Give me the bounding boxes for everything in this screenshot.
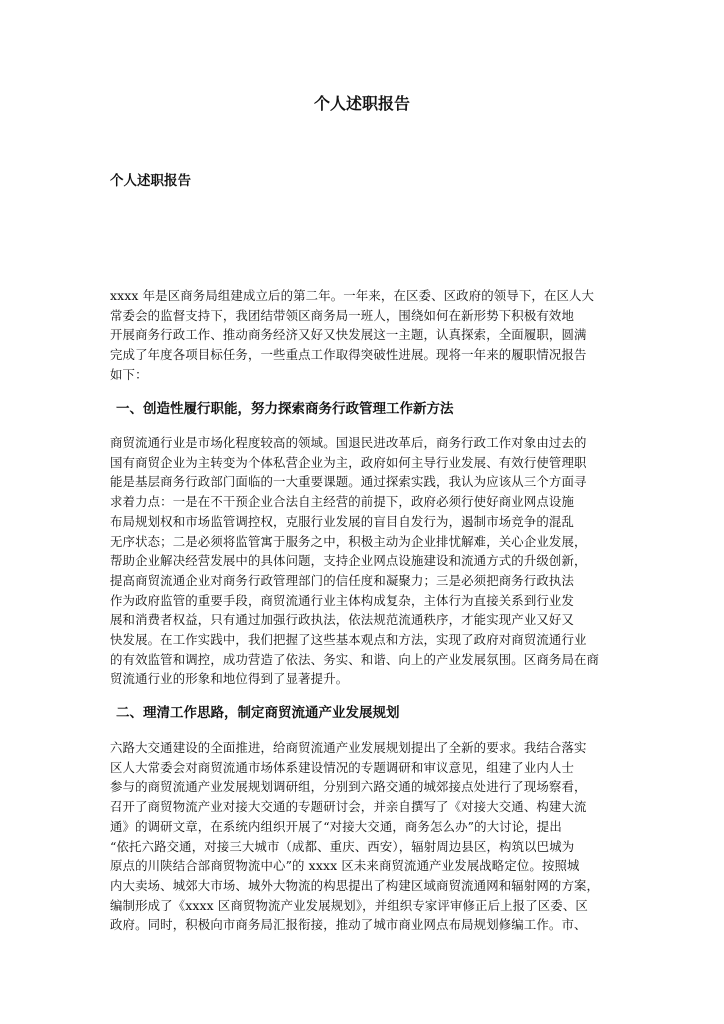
text-line: 布局规划权和市场监管调控权，克服行业发展的盲目自发行为，遏制市场竞争的混乱 [110, 513, 575, 529]
text-line: 六路大交通建设的全面推进，给商贸流通产业发展规划提出了全新的要求。我结合落实 [110, 740, 587, 755]
text-line: 参与的商贸流通产业发展规划调研组，分别到六路交通的城郊接点处进行了现场察看， [110, 779, 587, 795]
text-line: 开展商务行政工作、推动商务经济又好又快发展这一主题，认真探索，全面履职，圆满 [110, 327, 587, 343]
text-line: 如下： [110, 366, 148, 382]
text-line: 无序状态；二是必须将监管寓于服务之中，积极主动为企业排忧解难，关心企业发展， [110, 533, 587, 549]
text-line: “依托六路交通，对接三大城市（成都、重庆、西安），辐射周边县区，构筑以巴城为 [110, 838, 575, 854]
text-line: 作为政府监管的重要手段，商贸流通行业主体构成复杂，主体行为直接关系到行业发 [110, 592, 575, 608]
section-2-paragraph [110, 738, 620, 935]
section-heading-2: 二、理清工作思路，制定商贸流通产业发展规划 [116, 705, 400, 721]
text-line: 完成了年度各项目标任务，一些重点工作取得突破性进展。现将一年来的履职情况报告 [110, 347, 587, 363]
text-line: 通》的调研文章，在系统内组织开展了“对接大交通，商务怎么办”的大讨论，提出 [110, 818, 562, 834]
text-line: 区人大常委会对商贸流通市场体系建设情况的专题调研和审议意见，组建了业内人士 [110, 759, 575, 775]
text-line: 的有效监管和调控，成功营造了依法、务实、和谐、向上的产业发展氛围。区商务局在商 [110, 651, 600, 667]
text-line: xxxx 年是区商务局组建成立后的第二年。一年来，在区委、区政府的领导下，在区人大 [110, 288, 595, 303]
text-line: 展和消费者权益，只有通过加强行政执法，依法规范流通秩序，才能实现产业又好又 [110, 612, 575, 628]
text-line: 原点的川陕结合部商贸物流中心”的 xxxx 区未来商贸流通产业发展战略定位。按照城 [110, 858, 580, 874]
text-line: 召开了商贸物流产业对接大交通的专题研讨会，并亲自撰写了《对接大交通、构建大流 [110, 799, 587, 815]
text-line: 帮助企业解决经营发展中的具体问题，支持企业网点设施建设和流通方式的升级创新， [110, 553, 587, 569]
document-subtitle: 个人述职报告 [110, 173, 191, 189]
text-line: 国有商贸企业为主转变为个体私营企业为主，政府如何主导行业发展、有效行使管理职 [110, 454, 587, 470]
text-line: 政府。同时，积极向市商务局汇报衔接，推动了城市商业网点布局规划修编工作。市、 [110, 917, 587, 933]
text-line: 提高商贸流通企业对商务行政管理部门的信任度和凝聚力；三是必须把商务行政执法 [110, 572, 575, 588]
text-line: 商贸流通行业是市场化程度较高的领域。国退民进改革后，商务行政工作对象由过去的 [110, 435, 587, 450]
document-title: 个人述职报告 [313, 94, 410, 113]
section-heading-1: 一、创造性履行职能，努力探索商务行政管理工作新方法 [116, 401, 454, 417]
text-line: 快发展。在工作实践中，我们把握了这些基本观点和方法，实现了政府对商贸流通行业 [110, 632, 587, 648]
section-1-paragraph [110, 433, 620, 689]
text-line: 求着力点：一是在不干预企业合法自主经营的前提下，政府必须行使好商业网点设施 [110, 494, 575, 510]
text-line: 能是基层商务行政部门面临的一大重要课题。通过探索实践，我认为应该从三个方面寻 [110, 474, 587, 490]
text-line: 编制形成了《xxxx 区商贸物流产业发展规划》，并组织专家评审修正后上报了区委、区 [110, 897, 588, 913]
text-line: 贸流通行业的形象和地位得到了显著提升。 [110, 671, 349, 687]
text-line: 常委会的监督支持下，我团结带领区商务局一班人，围绕如何在新形势下积极有效地 [110, 307, 575, 323]
intro-paragraph [110, 286, 620, 385]
text-line: 内大卖场、城郊大市场、城外大物流的构思提出了构建区域商贸流通网和辐射网的方案， [110, 877, 600, 893]
